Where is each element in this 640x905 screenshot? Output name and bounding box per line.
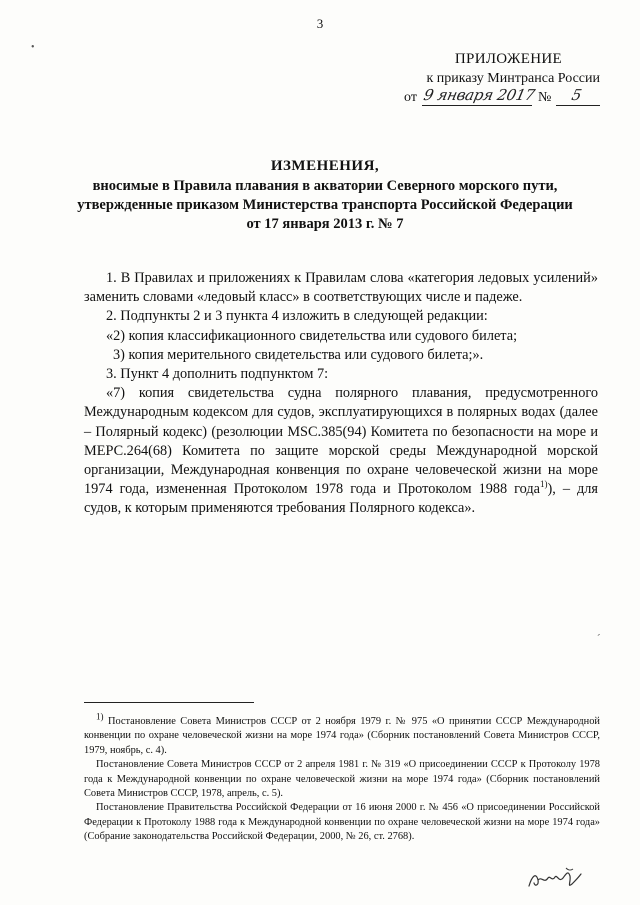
footnote-ref: 1): [540, 479, 548, 490]
footnotes: [84, 711, 600, 845]
appendix-subtitle: к приказу Минтранса России: [426, 71, 600, 86]
date-prefix: от: [404, 90, 417, 105]
handwritten-date: 9 января 2017: [422, 86, 537, 104]
paragraph-4: 3) копия мерительного свидетельства или судового билета;».: [113, 346, 484, 363]
document-heading: [60, 157, 590, 234]
number-underline: [556, 105, 600, 106]
heading-line-1: вносимые в Правила плавания в акватории Северного морского пути,: [92, 178, 558, 194]
page-number: 3: [316, 16, 324, 31]
order-date-line: [404, 88, 604, 108]
footnote-1-marker: 1): [96, 711, 104, 722]
handwritten-number: 5: [570, 86, 584, 104]
paragraph-6: [84, 384, 598, 518]
heading-title: ИЗМЕНЕНИЯ,: [270, 158, 380, 174]
heading-line-3: от 17 января 2013 г. № 7: [246, 216, 404, 232]
footnote-1-text: Постановление Совета Министров СССР от 2 ноября 1979 г. № 975 «О принятии СССР Международной конвенции по охране человеческой жизни на море 1974 года» (Сборник постановлений Совета Министров СССР, 1979, ноябрь, с. 4).: [84, 716, 600, 756]
date-underline: [422, 105, 532, 106]
handwritten-initials: [526, 866, 586, 892]
paragraph-5: 3. Пункт 4 дополнить подпунктом 7:: [106, 366, 329, 383]
heading-line-2: утвержденные приказом Министерства транспорта Российской Федерации: [77, 197, 573, 213]
scan-dot-mark: •: [31, 42, 35, 53]
appendix-header: [380, 50, 600, 88]
paragraph-6-tail: ), – для судов, к которым применяются требования Полярного кодекса».: [84, 481, 598, 517]
scan-dash-mark: ʹ: [593, 632, 602, 643]
paragraph-1: 1. В Правилах и приложениях к Правилам слова «категория ледовых усилений» заменить словами «ледовый класс» в соответствующих числе и падеже.: [84, 270, 598, 306]
paragraph-6-main: «7) копия свидетельства судна полярного плавания, предусмотренного Международным кодексом для судов, эксплуатирующихся в полярных водах (далее – Полярный кодекс) (резолюции MSC.385(94) Комитета по безопасности на море и МЕРС.264(68) Комитета по защите морской среды Международной морской организации, Международная конвенция по охране человеческой жизни на море 1974 года, измененная Протоколом 1978 года и Протоколом 1988 года: [84, 385, 598, 498]
footnote-3: Постановление Правительства Российской Федерации от 16 июня 2000 г. № 456 «О присоединении Российской Федерации к Протоколу 1988 года к Международной конвенции по охране человеческой жизни на море 1974 года» (Собрание законодательства Российской Федерации, 2000, № 26, ст. 2768).: [84, 802, 600, 843]
document-body: [84, 269, 598, 519]
footnote-1: [84, 711, 600, 758]
footnote-separator: [84, 702, 254, 703]
appendix-title: ПРИЛОЖЕНИЕ: [454, 51, 562, 67]
paragraph-3: «2) копия классификационного свидетельства или судового билета;: [106, 327, 518, 344]
footnote-2: Постановление Совета Министров СССР от 2 апреля 1981 г. № 319 «О присоединении СССР к Протоколу 1978 года к Международной конвенции по охране человеческой жизни на море 1974 года» (Сборник постановлений Совета Министров СССР, 1978, апрель, с. 5).: [84, 759, 600, 800]
number-prefix: №: [538, 90, 552, 105]
paragraph-2: 2. Подпункты 2 и 3 пункта 4 изложить в следующей редакции:: [106, 308, 488, 325]
